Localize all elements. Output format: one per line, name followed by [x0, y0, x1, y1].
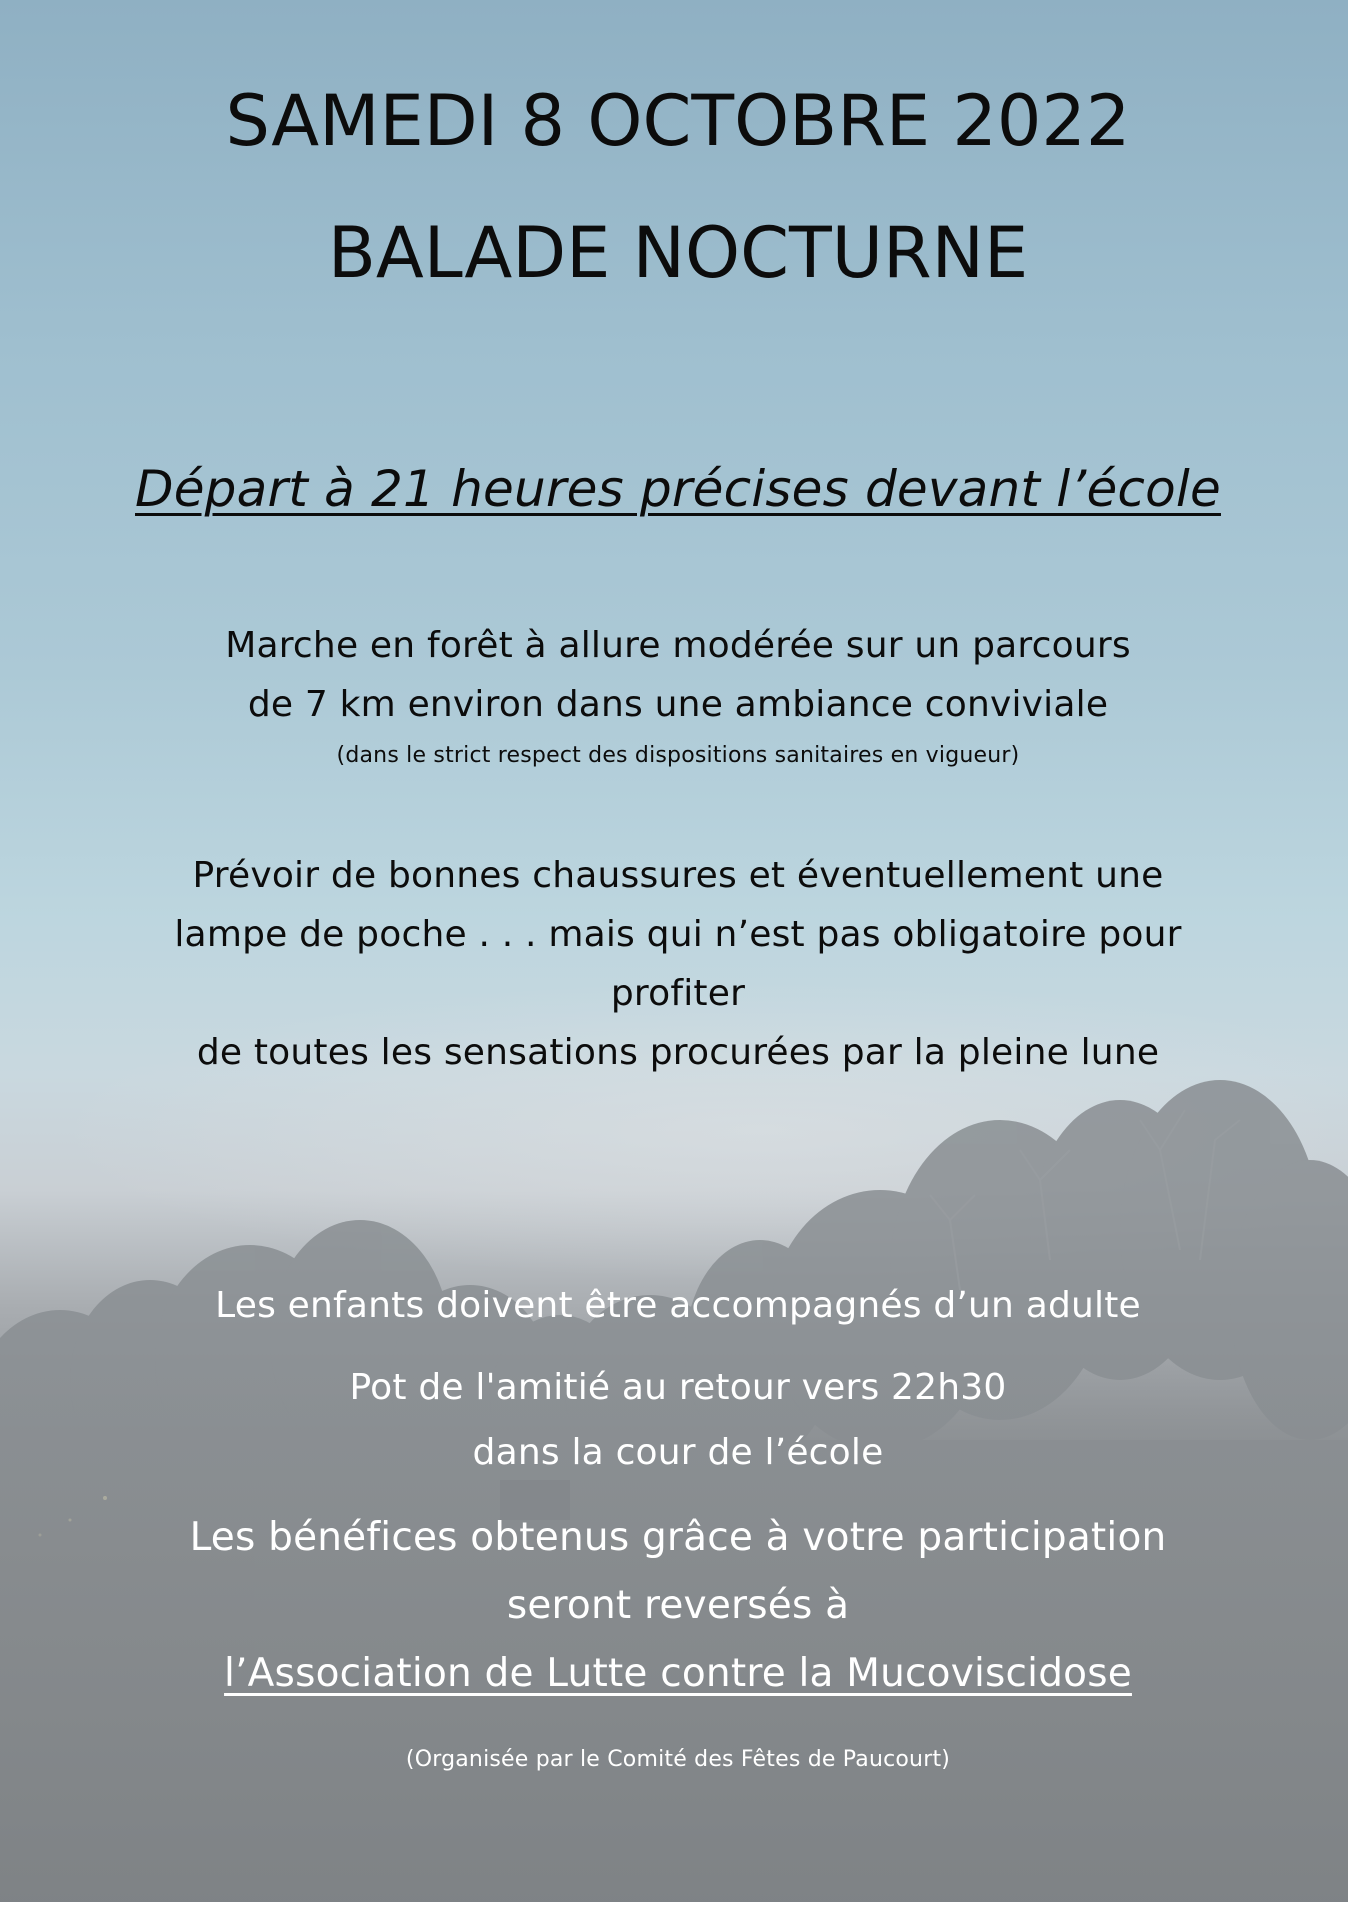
description-line-2: de 7 km environ dans une ambiance conviviale [247, 684, 1109, 725]
event-date: SAMEDI 8 OCTOBRE 2022 [225, 80, 1131, 162]
drink-line-1: Pot de l'amitié au retour vers 22h30 [349, 1367, 1007, 1408]
description-line-1: Marche en forêt à allure modérée sur un parcours [225, 625, 1131, 666]
sanitary-note: (dans le strict respect des dispositions sanitaires en vigueur) [336, 743, 1020, 768]
bottom-margin [0, 1902, 1356, 1920]
departure-info: Départ à 21 heures précises devant l’école [135, 460, 1221, 518]
drink-line-2: dans la cour de l’école [472, 1432, 884, 1473]
association-name: l’Association de Lutte contre la Mucoviscidose [224, 1651, 1132, 1696]
children-notice: Les enfants doivent être accompagnés d’un adulte [215, 1285, 1141, 1326]
advice-line-3: profiter [610, 973, 746, 1014]
right-margin [1348, 0, 1356, 1920]
advice-line-2: lampe de poche . . . mais qui n’est pas obligatoire pour [174, 914, 1182, 955]
advice-line-4: de toutes les sensations procurées par la pleine lune [196, 1032, 1160, 1073]
organizer-note: (Organisée par le Comité des Fêtes de Paucourt) [405, 1747, 951, 1772]
benefits-line-1: Les bénéfices obtenus grâce à votre participation [189, 1515, 1167, 1560]
event-title: BALADE NOCTURNE [327, 212, 1029, 294]
benefits-line-2: seront reversés à [506, 1583, 850, 1628]
advice-line-1: Prévoir de bonnes chaussures et éventuellement une [192, 855, 1164, 896]
